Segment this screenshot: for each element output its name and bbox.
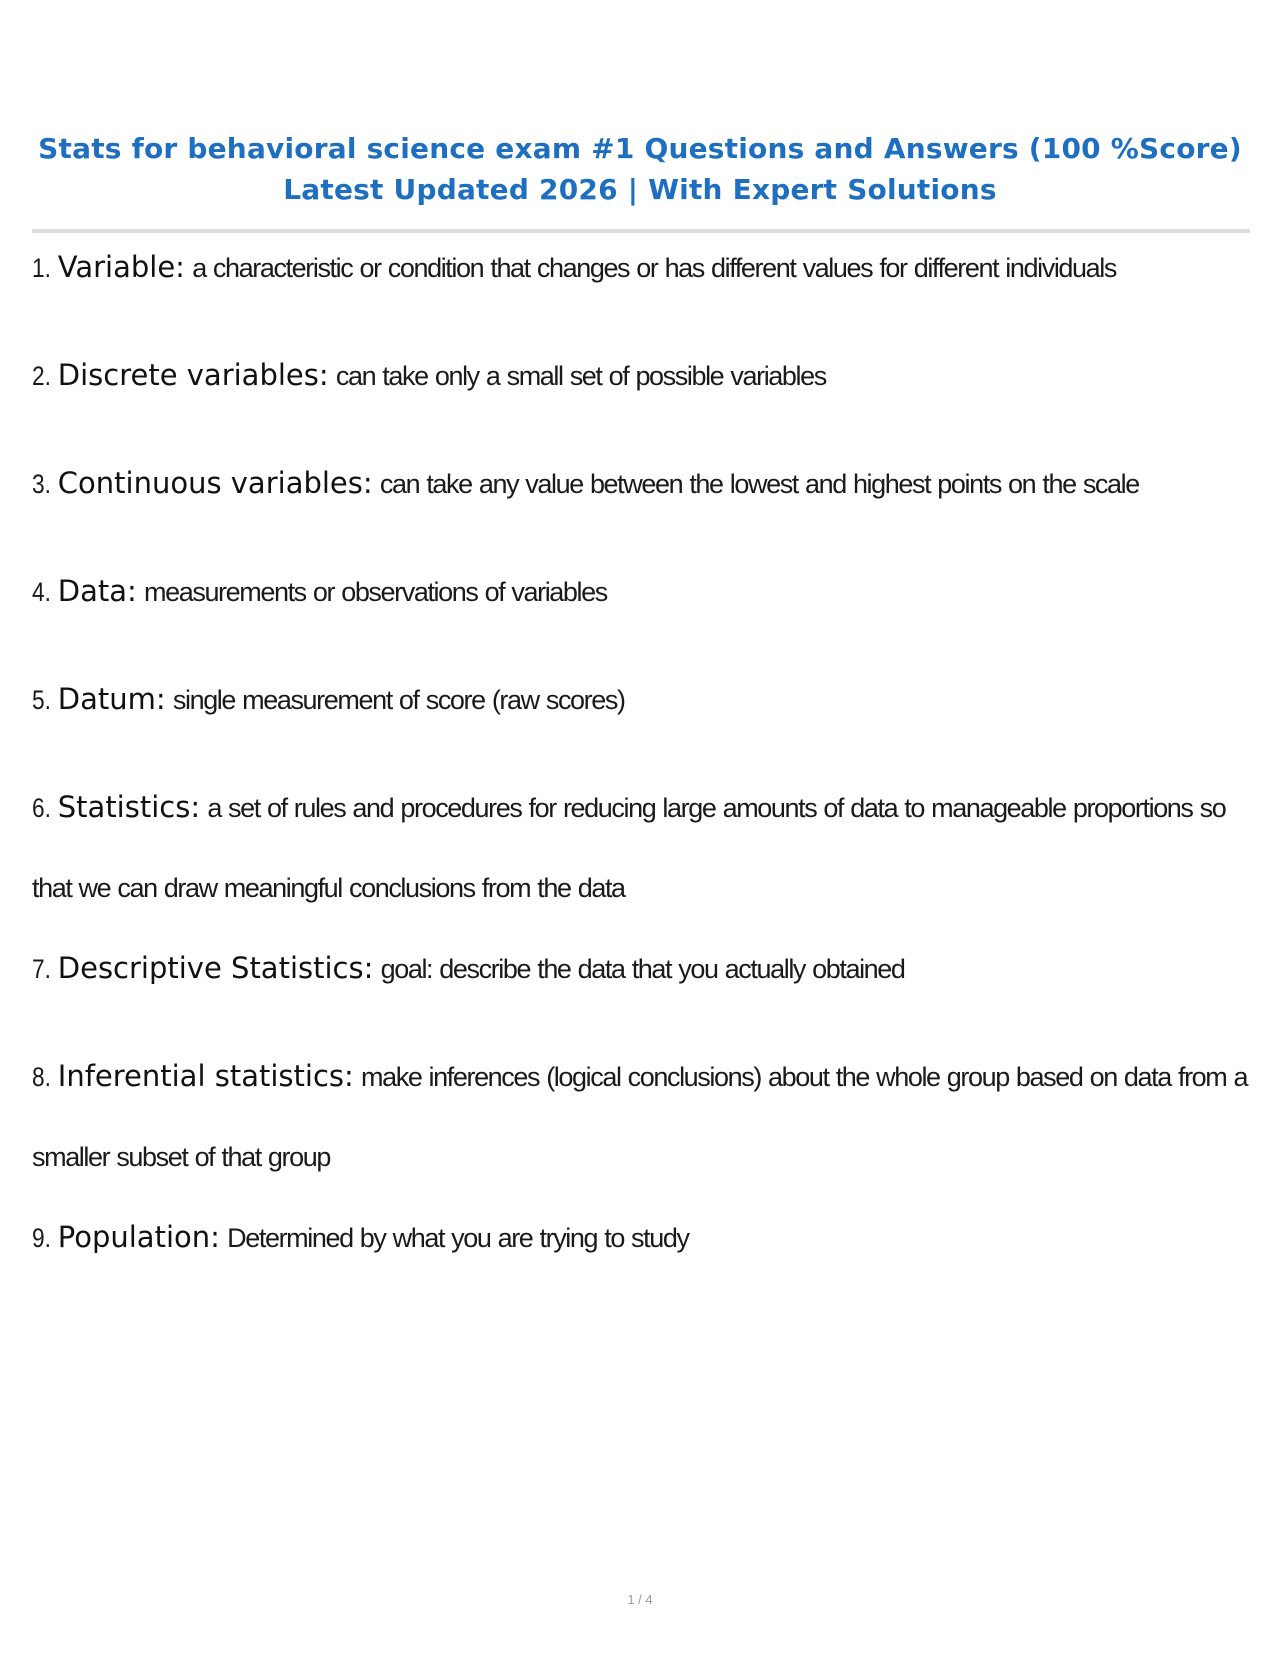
title-line-1: Stats for behavioral science exam #1 Questions and Answers (100 %Score) (38, 132, 1242, 165)
item-number: 6. (32, 793, 51, 823)
item-number: 2. (32, 361, 51, 391)
item-answer: a characteristic or condition that changes or has different values for different individuals (192, 253, 1116, 283)
item-answer: a set of rules and procedures for reducing large amounts of data to manageable proportions so that we can draw meaningful conclusions from the data (32, 793, 1226, 903)
item-answer: measurements or observations of variables (144, 577, 607, 607)
item-answer: can take any value between the lowest and highest points on the scale (379, 469, 1139, 499)
qa-item-4 (32, 551, 1250, 632)
item-answer: single measurement of score (raw scores) (172, 685, 625, 715)
item-term: Data: (57, 574, 137, 608)
item-number: 7. (32, 954, 51, 984)
qa-item-7 (32, 928, 1250, 1009)
qa-item-6 (32, 767, 1250, 928)
qa-item-9 (32, 1197, 1250, 1278)
item-number: 5. (32, 685, 51, 715)
item-answer: Determined by what you are trying to study (227, 1223, 689, 1253)
item-term: Datum: (57, 682, 166, 716)
item-answer: goal: describe the data that you actually obtained (380, 954, 905, 984)
item-number: 4. (32, 577, 51, 607)
item-term: Variable: (57, 250, 185, 284)
item-term: Inferential statistics: (57, 1059, 354, 1093)
item-number: 9. (32, 1223, 51, 1253)
qa-item-5 (32, 659, 1250, 740)
item-answer: make inferences (logical conclusions) about the whole group based on data from a smaller subset of that group (32, 1062, 1248, 1172)
item-term: Discrete variables: (57, 358, 329, 392)
item-term: Statistics: (57, 790, 201, 824)
item-answer: can take only a small set of possible variables (335, 361, 826, 391)
item-number: 3. (32, 469, 51, 499)
item-number: 8. (32, 1062, 51, 1092)
title-line-2: Latest Updated 2026 | With Expert Solutions (283, 173, 997, 206)
document-title (30, 128, 1250, 210)
qa-item-1 (32, 227, 1250, 308)
item-term: Continuous variables: (57, 466, 373, 500)
item-term: Descriptive Statistics: (57, 951, 374, 985)
item-number: 1. (32, 253, 51, 283)
item-term: Population: (57, 1220, 220, 1254)
page-indicator: 1 / 4 (627, 1592, 653, 1607)
qa-item-3 (32, 443, 1250, 524)
qa-item-2 (32, 335, 1250, 416)
qa-item-8 (32, 1036, 1250, 1197)
